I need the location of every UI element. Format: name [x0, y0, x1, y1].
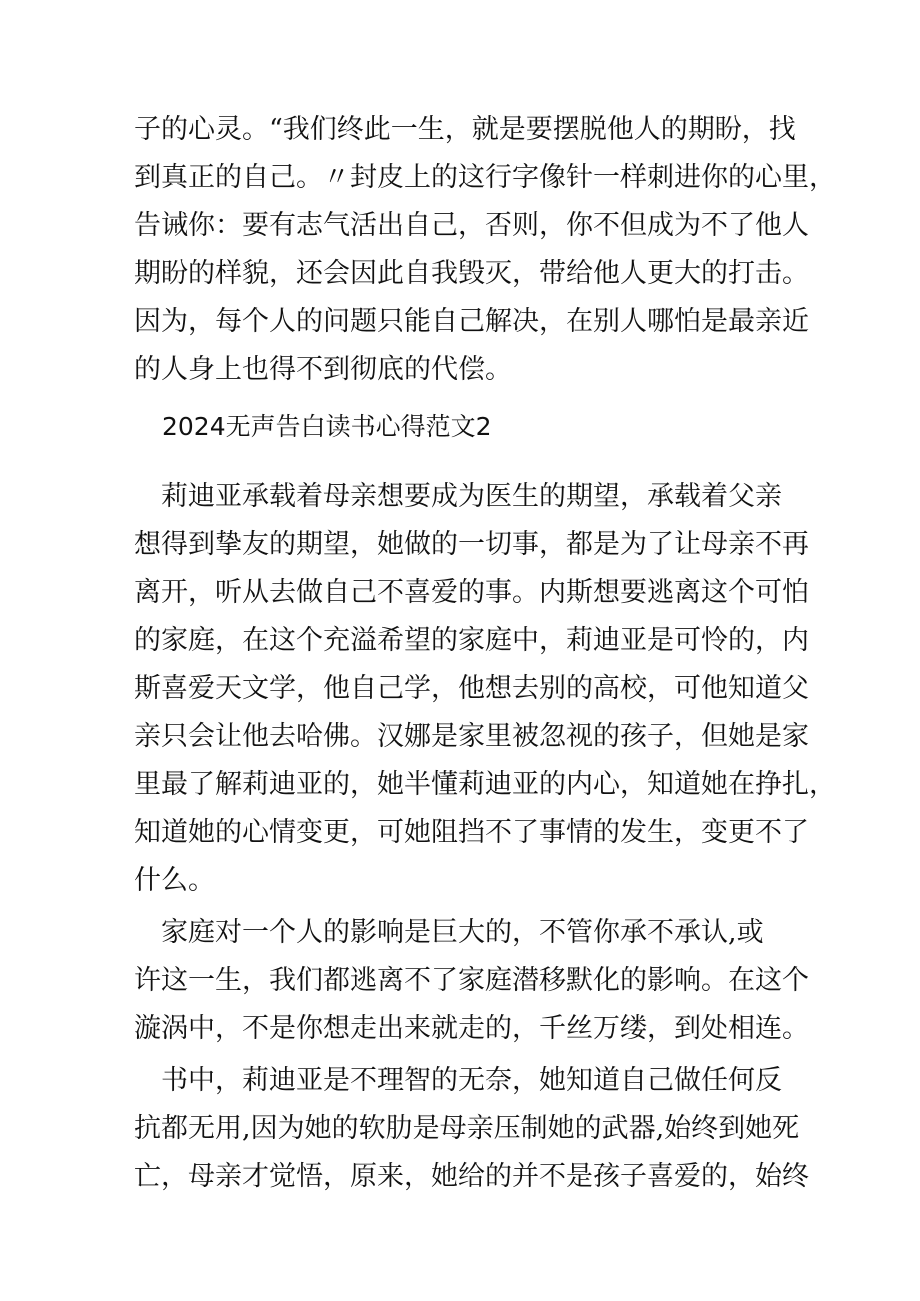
text-line: 到真正的自己。〃封皮上的这行字像针一样刺进你的心里， — [134, 162, 836, 193]
text-line: 什么。 — [134, 865, 215, 896]
text-line: 离开，听从去做自己不喜爱的事。内斯想要逃离这个可怕 — [134, 577, 809, 608]
text-line: 抗都无用,因为她的软肋是母亲压制她的武器,始终到她死 — [134, 1113, 800, 1144]
text-line: 期盼的样貌，还会因此自我毁灭，带给他人更大的打击。 — [134, 258, 809, 289]
section-title: 2024无声告白读书心得范文2 — [162, 412, 492, 441]
text-line: 许这一生，我们都逃离不了家庭潜移默化的影响。在这个 — [134, 965, 809, 996]
text-line: 亲只会让他去哈佛。汉娜是家里被忽视的孩子，但她是家 — [134, 721, 809, 752]
text-line: 想得到挚友的期望，她做的一切事，都是为了让母亲不再 — [134, 529, 809, 560]
text-line: 书中，莉迪亚是不理智的无奈，她知道自己做任何反 — [134, 1065, 782, 1096]
text-line: 漩涡中，不是你想走出来就走的，千丝万缕，到处相连。 — [134, 1013, 809, 1044]
text-line: 家庭对一个人的影响是巨大的，不管你承不承认,或 — [134, 917, 764, 948]
text-line: 里最了解莉迪亚的，她半懂莉迪亚的内心，知道她在挣扎， — [134, 769, 836, 800]
text-line: 子的心灵。“我们终此一生，就是要摆脱他人的期盼，找 — [134, 114, 796, 145]
text-line: 亡，母亲才觉悟，原来，她给的并不是孩子喜爱的，始终 — [134, 1161, 809, 1192]
text-line: 的家庭，在这个充溢希望的家庭中，莉迪亚是可怜的，内 — [134, 625, 809, 656]
text-line: 斯喜爱天文学，他自己学，他想去别的高校，可他知道父 — [134, 673, 809, 704]
text-line: 的人身上也得不到彻底的代偿。 — [134, 354, 512, 385]
text-line: 告诫你：要有志气活出自己，否则，你不但成为不了他人 — [134, 210, 809, 241]
text-line: 知道她的心情变更，可她阻挡不了事情的发生，变更不了 — [134, 817, 809, 848]
text-line: 因为，每个人的问题只能自己解决，在别人哪怕是最亲近 — [134, 306, 809, 337]
text-line: 莉迪亚承载着母亲想要成为医生的期望，承载着父亲 — [134, 481, 782, 512]
